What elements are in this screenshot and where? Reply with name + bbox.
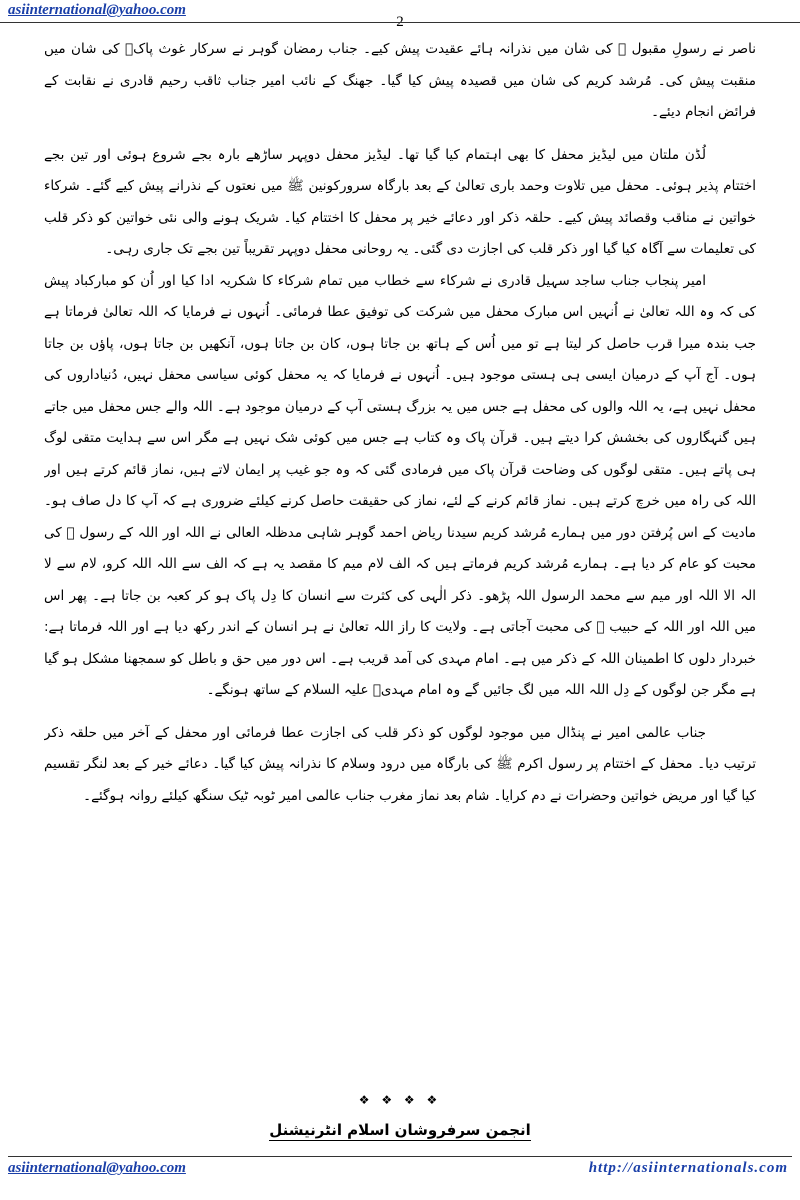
paragraph-1: ناصر نے رسولِ مقبول ﷺ کی شان میں نذرانہ ہائے عقیدت پیش کیے۔ جناب رمضان گوہر نے سرکار غوث پاکؓ کی شان میں منقبت پیش کی۔ مُرشد کریم کی شان میں قصیدہ پیش کیا گیا۔ جھنگ کے نائب امیر جناب ثاقب رحیم قادری نے نقابت کے فرائض انجام دیئے۔ [44, 41, 756, 120]
paragraph-4: جناب عالمی امیر نے پنڈال میں موجود لوگوں کو ذکر قلب کی اجازت عطا فرمائی اور محفل کے آخر میں حلقہ ذکر ترتیب دیا۔ محفل کے اختتام پر رسول اکرم ﷺ کی بارگاہ میں درود وسلام کا نذرانہ پیش کیا گیا۔ دعائے خیر کے بعد لنگر تقسیم کیا گیا اور مریض خواتین وحضرات نے دم کرایا۔ شام بعد نماز مغرب جناب عالمی امیر ٹوبہ ٹیک سنگھ کیلئے روانہ ہوگئے۔ [44, 724, 756, 804]
footer-divider [8, 1156, 792, 1157]
page-number: 2 [396, 14, 404, 30]
organization-title [0, 1121, 800, 1139]
article-body [44, 34, 756, 1074]
paragraph-2: لُڈن ملتان میں لیڈیز محفل کا بھی اہتمام کیا گیا تھا۔ لیڈیز محفل دوپہر ساڑھے بارہ بجے شروع ہوئی اور تین بجے اختتام پذیر ہوئی۔ محفل میں تلاوت وحمد باری تعالیٰ کے بعد بارگاہ سرورکونین ﷺ میں نعتوں کے نذرانے پیش کیے گئے۔ شرکاء خواتین نے مناقب وقصائد پیش کیے۔ حلقہ ذکر اور دعائے خیر پر محفل کا اختتام کیا۔ شریک ہونے والی نئی خواتین کو ذکر قلب کی تعلیمات سے آگاہ کیا گیا اور ذکر قلب کی اجازت دی گئی۔ یہ روحانی محفل دوپہر تقریباً تین بجے تک جاری رہی۔ [44, 146, 756, 257]
header-email-link[interactable]: asiinternational@yahoo.com [8, 2, 186, 18]
separator-ornament: ❖ ❖ ❖ ❖ [358, 1093, 442, 1107]
paragraph-3: امیر پنجاب جناب ساجد سہیل قادری نے شرکاء سے خطاب میں تمام شرکاء کا شکریہ ادا کیا اور اُن کو مبارکباد پیش کی کہ وہ اللہ تعالیٰ نے اُنہیں اس مبارک محفل میں شرکت کی توفیق عطا فرمائی۔ اُنہوں نے فرمایا کہ اللہ تعالیٰ فرماتا ہے جب بندہ میرا قرب حاصل کر لیتا ہے تو میں اُس کے ہاتھ بن جاتا ہوں، کان بن جاتا ہوں، آنکھیں بن جاتا ہوں، پاؤں بن جاتا ہوں۔ آج آپ کے درمیان ایسی ہی ہستی موجود ہیں۔ اُنہوں نے فرمایا کہ یہ محفل کوئی سیاسی محفل نہیں، دُنیاداروں کی محفل نہیں ہے، یہ اللہ والوں کی محفل ہے جس میں یہ بزرگ ہستی آپ کے درمیان موجود ہے۔ اللہ والے جس محفل میں جاتے ہیں گنہگاروں کی بخشش کرا دیتے ہیں۔ قرآن پاک وہ کتاب ہے جس میں کوئی شک نہیں ہے مگر اس سے ہدایت متقی لوگ ہی پاتے ہیں۔ متقی لوگوں کی وضاحت قرآن پاک میں فرمادی گئی کہ وہ جو غیب پر ایمان لاتے ہیں، نماز قائم کرتے ہیں اور اللہ کی راہ میں خرچ کرتے ہیں۔ نماز قائم کرنے کے لئے، نماز کی حقیقت حاصل کرنے کیلئے ضروری ہے کہ آپ کا دل صاف ہو۔ مادیت کے اس پُرفتن دور میں ہمارے مُرشد کریم سیدنا ریاض احمد گوہر شاہی مدظلہ العالی نے اللہ اور اللہ کے رسول ﷺ کی محبت کو عام کر دیا ہے۔ ہمارے مُرشد کریم فرماتے ہیں کہ الف لام میم کا مقصد یہ ہے کہ الف سے اللہ اللہ کرو، لام سے لا الہ الا اللہ اور میم سے محمد الرسول اللہ پڑھو۔ ذکر الٰہی کی کثرت سے انسان کا دِل پاک ہو کر کعبہ بن جاتا ہے۔ پھر اس میں اللہ اور اللہ کے حبیب ﷺ کی محبت آجاتی ہے۔ ولایت کا راز اللہ تعالیٰ نے ہر انسان کے اندر رکھ دیا ہے اور اللہ فرماتا ہے: خبردار دلوں کا اطمینان اللہ کے ذکر میں ہے۔ امام مہدی کی آمد قریب ہے۔ اس دور میں حق و باطل کو سمجھنا مشکل ہو گیا ہے مگر جن لوگوں کے دِل اللہ اللہ میں لگ جائیں گے وہ امام مہدیؑ علیہ السلام کے ساتھ ہونگے۔ [44, 272, 756, 698]
footer-email-link[interactable]: asiinternational@yahoo.com [8, 1160, 186, 1176]
footer-website-link[interactable]: http://asiinternationals.com [588, 1160, 788, 1176]
header-divider [0, 22, 800, 23]
organization-title-text: انجمن سرفروشان اسلام انٹرنیشنل [269, 1121, 531, 1139]
